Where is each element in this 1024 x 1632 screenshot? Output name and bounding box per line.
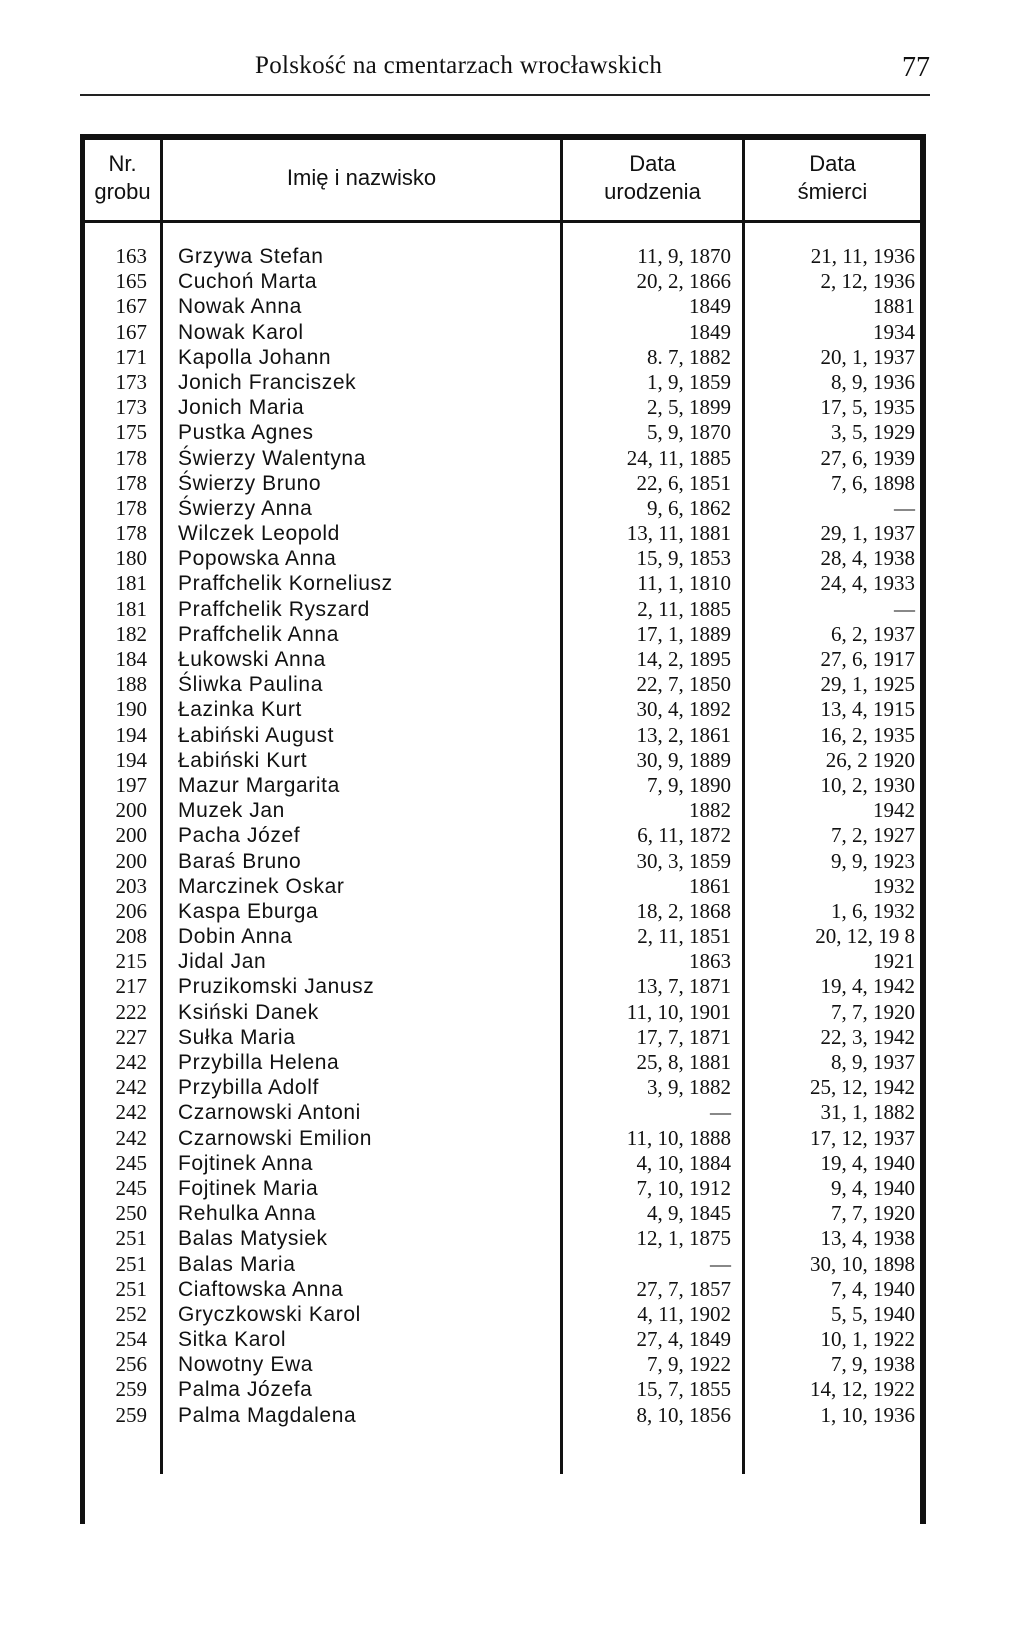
table-row: [80, 924, 926, 949]
name-cell: Praffchelik Ryszard: [178, 597, 370, 621]
column-header-birth-line1: Data: [629, 151, 676, 176]
grave-number-cell: 163: [115, 244, 147, 268]
column-header-death-line2: śmierci: [797, 179, 868, 204]
table-row: [80, 471, 926, 496]
grave-number-cell: 215: [115, 949, 147, 974]
birth-date-cell: 11, 1, 1810: [637, 571, 731, 596]
table-row: [80, 974, 926, 999]
death-date-cell: 7, 7, 1920: [831, 999, 915, 1024]
column-header-nr: [85, 150, 160, 206]
column-header-birth: [563, 150, 742, 206]
name-cell: Kaspa Eburga: [178, 899, 319, 923]
birth-date-cell: 1849: [689, 319, 731, 344]
name-cell: Jidal Jan: [178, 950, 267, 974]
table-row: [80, 1100, 926, 1125]
death-date-cell: 16, 2, 1935: [820, 722, 915, 747]
grave-number-cell: 178: [115, 445, 147, 470]
name-cell: Nowak Anna: [178, 295, 302, 319]
table-row: [80, 697, 926, 722]
birth-date-cell: 12, 1, 1875: [636, 1226, 731, 1251]
birth-date-cell: 5, 9, 1870: [647, 420, 731, 445]
grave-number-cell: 180: [115, 546, 147, 571]
birth-date-cell: 7, 9, 1922: [647, 1352, 731, 1377]
death-date-cell: 26, 2 1920: [825, 747, 915, 772]
death-date-cell: 1934: [873, 319, 915, 344]
column-header-nr-line2: grobu: [94, 179, 151, 204]
name-cell: Świerzy Bruno: [178, 471, 322, 495]
death-date-cell: 31, 1, 1882: [820, 1100, 915, 1125]
birth-date-cell: 18, 2, 1868: [636, 898, 731, 923]
name-cell: Sitka Karol: [178, 1328, 287, 1352]
grave-number-cell: 181: [115, 571, 147, 596]
grave-number-cell: 171: [115, 344, 147, 369]
death-date-cell: 7, 6, 1898: [831, 470, 915, 495]
name-cell: Mazur Margarita: [178, 773, 340, 797]
table-row: [80, 1302, 926, 1327]
death-date-cell: 1, 10, 1936: [820, 1402, 915, 1427]
table-top-rule: [80, 134, 926, 140]
grave-number-cell: 250: [115, 1201, 147, 1226]
column-header-death: [745, 150, 920, 206]
birth-date-cell: —: [710, 1251, 731, 1276]
table-row: [80, 1403, 926, 1428]
name-cell: Wilczek Leopold: [178, 522, 340, 546]
death-date-cell: 2, 12, 1936: [820, 269, 915, 294]
grave-number-cell: 242: [115, 1075, 147, 1100]
grave-table-body: [80, 244, 926, 1428]
name-cell: Rehulka Anna: [178, 1202, 316, 1226]
birth-date-cell: 2, 5, 1899: [647, 395, 731, 420]
column-header-nr-line1: Nr.: [108, 151, 137, 176]
header-rule: [80, 94, 930, 96]
running-title: Polskość na cmentarzach wrocławskich: [255, 52, 663, 79]
name-cell: Pustka Agnes: [178, 421, 314, 445]
birth-date-cell: 7, 10, 1912: [636, 1175, 731, 1200]
grave-number-cell: 245: [115, 1150, 147, 1175]
death-date-cell: 28, 4, 1938: [820, 546, 915, 571]
birth-date-cell: 13, 7, 1871: [636, 974, 731, 999]
name-cell: Balas Matysiek: [178, 1227, 328, 1251]
table-header-rule: [80, 220, 926, 223]
table-row: [80, 496, 926, 521]
death-date-cell: 8, 9, 1936: [831, 369, 915, 394]
name-cell: Ciaftowska Anna: [178, 1277, 344, 1301]
birth-date-cell: 27, 7, 1857: [636, 1276, 731, 1301]
birth-date-cell: 4, 11, 1902: [637, 1301, 731, 1326]
birth-date-cell: 30, 9, 1889: [636, 747, 731, 772]
name-cell: Nowak Karol: [178, 320, 304, 344]
death-date-cell: 1932: [873, 873, 915, 898]
grave-number-cell: 227: [115, 1024, 147, 1049]
table-row: [80, 949, 926, 974]
table-row: [80, 597, 926, 622]
grave-number-cell: 178: [115, 470, 147, 495]
grave-number-cell: 245: [115, 1175, 147, 1200]
table-row: [80, 446, 926, 471]
death-date-cell: 25, 12, 1942: [810, 1075, 915, 1100]
grave-number-cell: 175: [115, 420, 147, 445]
table-row: [80, 1151, 926, 1176]
table-row: [80, 370, 926, 395]
death-date-cell: 30, 10, 1898: [810, 1251, 915, 1276]
death-date-cell: —: [894, 495, 915, 520]
name-cell: Łukowski Anna: [178, 648, 326, 671]
grave-number-cell: 194: [115, 747, 147, 772]
table-row: [80, 1277, 926, 1302]
name-cell: Kapolla Johann: [178, 345, 332, 369]
birth-date-cell: 27, 4, 1849: [636, 1327, 731, 1352]
birth-date-cell: 9, 6, 1862: [647, 495, 731, 520]
table-row: [80, 1075, 926, 1100]
grave-number-cell: 259: [115, 1377, 147, 1402]
grave-number-cell: 251: [115, 1251, 147, 1276]
name-cell: Gryczkowski Karol: [178, 1302, 361, 1326]
grave-number-cell: 194: [115, 722, 147, 747]
grave-number-cell: 242: [115, 1050, 147, 1074]
grave-number-cell: 259: [115, 1402, 147, 1427]
birth-date-cell: 11, 10, 1888: [626, 1125, 731, 1150]
name-cell: Dobin Anna: [178, 925, 293, 949]
death-date-cell: 9, 4, 1940: [831, 1175, 915, 1200]
death-date-cell: 27, 6, 1917: [820, 647, 915, 671]
name-cell: Popowska Anna: [178, 547, 337, 571]
death-date-cell: 29, 1, 1925: [820, 672, 915, 697]
birth-date-cell: 11, 9, 1870: [637, 244, 731, 268]
birth-date-cell: 1863: [689, 949, 731, 974]
death-date-cell: 17, 5, 1935: [820, 395, 915, 420]
grave-number-cell: 252: [115, 1301, 147, 1326]
name-cell: Przybilla Helena: [178, 1051, 340, 1074]
name-cell: Przybilla Adolf: [178, 1076, 319, 1100]
table-row: [80, 244, 926, 269]
birth-date-cell: 14, 2, 1895: [636, 647, 731, 671]
name-cell: Pruzikomski Janusz: [178, 975, 375, 999]
table-row: [80, 773, 926, 798]
table-row: [80, 320, 926, 345]
death-date-cell: 1881: [873, 294, 915, 319]
name-cell: Palma Magdalena: [178, 1403, 357, 1427]
birth-date-cell: 30, 4, 1892: [636, 697, 731, 722]
grave-number-cell: 178: [115, 495, 147, 520]
birth-date-cell: 22, 6, 1851: [636, 470, 731, 495]
birth-date-cell: 30, 3, 1859: [636, 848, 731, 873]
table-row: [80, 672, 926, 697]
death-date-cell: 3, 5, 1929: [831, 420, 915, 445]
table-row: [80, 647, 926, 672]
birth-date-cell: 24, 11, 1885: [626, 445, 731, 470]
table-row: [80, 1000, 926, 1025]
death-date-cell: 20, 12, 19 8: [815, 924, 915, 949]
grave-number-cell: 200: [115, 848, 147, 873]
table-row: [80, 849, 926, 874]
death-date-cell: 21, 11, 1936: [810, 244, 915, 268]
birth-date-cell: 6, 11, 1872: [637, 823, 731, 848]
table-row: [80, 1352, 926, 1377]
name-cell: Grzywa Stefan: [178, 245, 324, 268]
birth-date-cell: 17, 7, 1871: [636, 1024, 731, 1049]
grave-number-cell: 208: [115, 924, 147, 949]
table-row: [80, 823, 926, 848]
name-cell: Marczinek Oskar: [178, 874, 345, 898]
death-date-cell: 29, 1, 1937: [820, 521, 915, 546]
death-date-cell: 5, 5, 1940: [831, 1301, 915, 1326]
grave-number-cell: 222: [115, 999, 147, 1024]
birth-date-cell: 1882: [689, 798, 731, 823]
column-header-name: Imię i nazwisko: [286, 165, 437, 190]
name-cell: Cuchoń Marta: [178, 270, 318, 294]
death-date-cell: 20, 1, 1937: [820, 344, 915, 369]
name-cell: Ksiński Danek: [178, 1000, 319, 1024]
table-row: [80, 345, 926, 370]
table-row: [80, 521, 926, 546]
table-row: [80, 1126, 926, 1151]
grave-number-cell: 256: [115, 1352, 147, 1377]
table-row: [80, 1226, 926, 1251]
birth-date-cell: 4, 9, 1845: [647, 1201, 731, 1226]
death-date-cell: 24, 4, 1933: [820, 571, 915, 596]
death-date-cell: 6, 2, 1937: [831, 621, 915, 646]
death-date-cell: 22, 3, 1942: [820, 1024, 915, 1049]
grave-number-cell: 167: [115, 319, 147, 344]
table-row: [80, 269, 926, 294]
page-header: [80, 52, 930, 92]
name-cell: Jonich Franciszek: [178, 370, 357, 394]
name-cell: Fojtinek Maria: [178, 1176, 319, 1200]
grave-number-cell: 200: [115, 798, 147, 823]
birth-date-cell: 1, 9, 1859: [647, 369, 731, 394]
table-row: [80, 1025, 926, 1050]
birth-date-cell: 2, 11, 1851: [637, 924, 731, 949]
table-row: [80, 1327, 926, 1352]
table-row: [80, 874, 926, 899]
grave-number-cell: 251: [115, 1226, 147, 1251]
name-cell: Jonich Maria: [178, 396, 305, 420]
name-cell: Czarnowski Emilion: [178, 1126, 373, 1150]
name-cell: Nowotny Ewa: [178, 1353, 313, 1377]
birth-date-cell: 2, 11, 1885: [637, 596, 731, 621]
name-cell: Palma Józefa: [178, 1378, 313, 1402]
name-cell: Sułka Maria: [178, 1025, 296, 1049]
birth-date-cell: 11, 10, 1901: [626, 999, 731, 1024]
death-date-cell: 8, 9, 1937: [831, 1050, 915, 1074]
table-row: [80, 798, 926, 823]
name-cell: Fojtinek Anna: [178, 1151, 314, 1175]
name-cell: Świerzy Anna: [178, 496, 313, 520]
name-cell: Praffchelik Korneliusz: [178, 572, 393, 596]
table-row: [80, 1176, 926, 1201]
birth-date-cell: 13, 11, 1881: [626, 521, 731, 546]
birth-date-cell: 15, 9, 1853: [636, 546, 731, 571]
grave-number-cell: 190: [115, 697, 147, 722]
name-cell: Pacha Józef: [178, 824, 301, 848]
birth-date-cell: 25, 8, 1881: [636, 1050, 731, 1074]
birth-date-cell: 13, 2, 1861: [636, 722, 731, 747]
table-row: [80, 395, 926, 420]
grave-number-cell: 254: [115, 1327, 147, 1352]
table-row: [80, 748, 926, 773]
death-date-cell: 7, 2, 1927: [831, 823, 915, 848]
column-header-death-line1: Data: [809, 151, 856, 176]
table-row: [80, 899, 926, 924]
name-cell: Łabiński August: [178, 723, 335, 747]
name-cell: Praffchelik Anna: [178, 622, 339, 646]
death-date-cell: 10, 1, 1922: [820, 1327, 915, 1352]
death-date-cell: 1921: [873, 949, 915, 974]
death-date-cell: 13, 4, 1915: [820, 697, 915, 722]
birth-date-cell: 8. 7, 1882: [647, 344, 731, 369]
grave-number-cell: 200: [115, 823, 147, 848]
grave-number-cell: 206: [115, 898, 147, 923]
name-cell: Baraś Bruno: [178, 849, 302, 873]
birth-date-cell: 4, 10, 1884: [636, 1150, 731, 1175]
grave-number-cell: 184: [115, 647, 147, 671]
grave-number-cell: 188: [115, 672, 147, 697]
birth-date-cell: 3, 9, 1882: [647, 1075, 731, 1100]
grave-number-cell: 203: [115, 873, 147, 898]
grave-number-cell: 251: [115, 1276, 147, 1301]
birth-date-cell: 8, 10, 1856: [636, 1402, 731, 1427]
death-date-cell: 7, 4, 1940: [831, 1276, 915, 1301]
death-date-cell: 13, 4, 1938: [820, 1226, 915, 1251]
grave-number-cell: 173: [115, 369, 147, 394]
birth-date-cell: —: [710, 1100, 731, 1125]
table-row: [80, 622, 926, 647]
birth-date-cell: 20, 2, 1866: [636, 269, 731, 294]
table-row: [80, 294, 926, 319]
table-row: [80, 546, 926, 571]
name-cell: Łazinka Kurt: [178, 698, 302, 722]
name-cell: Balas Maria: [178, 1252, 296, 1276]
birth-date-cell: 1861: [689, 873, 731, 898]
death-date-cell: 9, 9, 1923: [831, 848, 915, 873]
death-date-cell: 1942: [873, 798, 915, 823]
name-cell: Czarnowski Antoni: [178, 1101, 361, 1125]
death-date-cell: 14, 12, 1922: [810, 1377, 915, 1402]
column-header-birth-line2: urodzenia: [604, 179, 701, 204]
grave-number-cell: 182: [115, 621, 147, 646]
name-cell: Śliwka Paulina: [178, 673, 323, 697]
table-row: [80, 571, 926, 596]
death-date-cell: 17, 12, 1937: [810, 1125, 915, 1150]
grave-number-cell: 173: [115, 395, 147, 420]
table-row: [80, 1377, 926, 1402]
grave-number-cell: 242: [115, 1100, 147, 1125]
grave-number-cell: 197: [115, 772, 147, 797]
page-number: 77: [902, 52, 930, 83]
birth-date-cell: 1849: [689, 294, 731, 319]
death-date-cell: 10, 2, 1930: [820, 772, 915, 797]
name-cell: Świerzy Walentyna: [178, 446, 366, 470]
grave-number-cell: 165: [115, 269, 147, 294]
death-date-cell: 7, 9, 1938: [831, 1352, 915, 1377]
grave-number-cell: 242: [115, 1125, 147, 1150]
table-row: [80, 723, 926, 748]
name-cell: Łabiński Kurt: [178, 748, 308, 772]
grave-number-cell: 181: [115, 596, 147, 621]
grave-number-cell: 167: [115, 294, 147, 319]
grave-number-cell: 178: [115, 521, 147, 546]
table-row: [80, 1252, 926, 1277]
grave-number-cell: 217: [115, 974, 147, 999]
death-date-cell: 19, 4, 1940: [820, 1150, 915, 1175]
death-date-cell: —: [894, 596, 915, 621]
table-row: [80, 1050, 926, 1075]
death-date-cell: 1, 6, 1932: [831, 898, 915, 923]
death-date-cell: 27, 6, 1939: [820, 445, 915, 470]
death-date-cell: 19, 4, 1942: [820, 974, 915, 999]
name-cell: Muzek Jan: [178, 799, 285, 823]
birth-date-cell: 7, 9, 1890: [647, 772, 731, 797]
death-date-cell: 7, 7, 1920: [831, 1201, 915, 1226]
birth-date-cell: 17, 1, 1889: [636, 621, 731, 646]
birth-date-cell: 15, 7, 1855: [636, 1377, 731, 1402]
table-row: [80, 1201, 926, 1226]
table-row: [80, 420, 926, 445]
birth-date-cell: 22, 7, 1850: [636, 672, 731, 697]
